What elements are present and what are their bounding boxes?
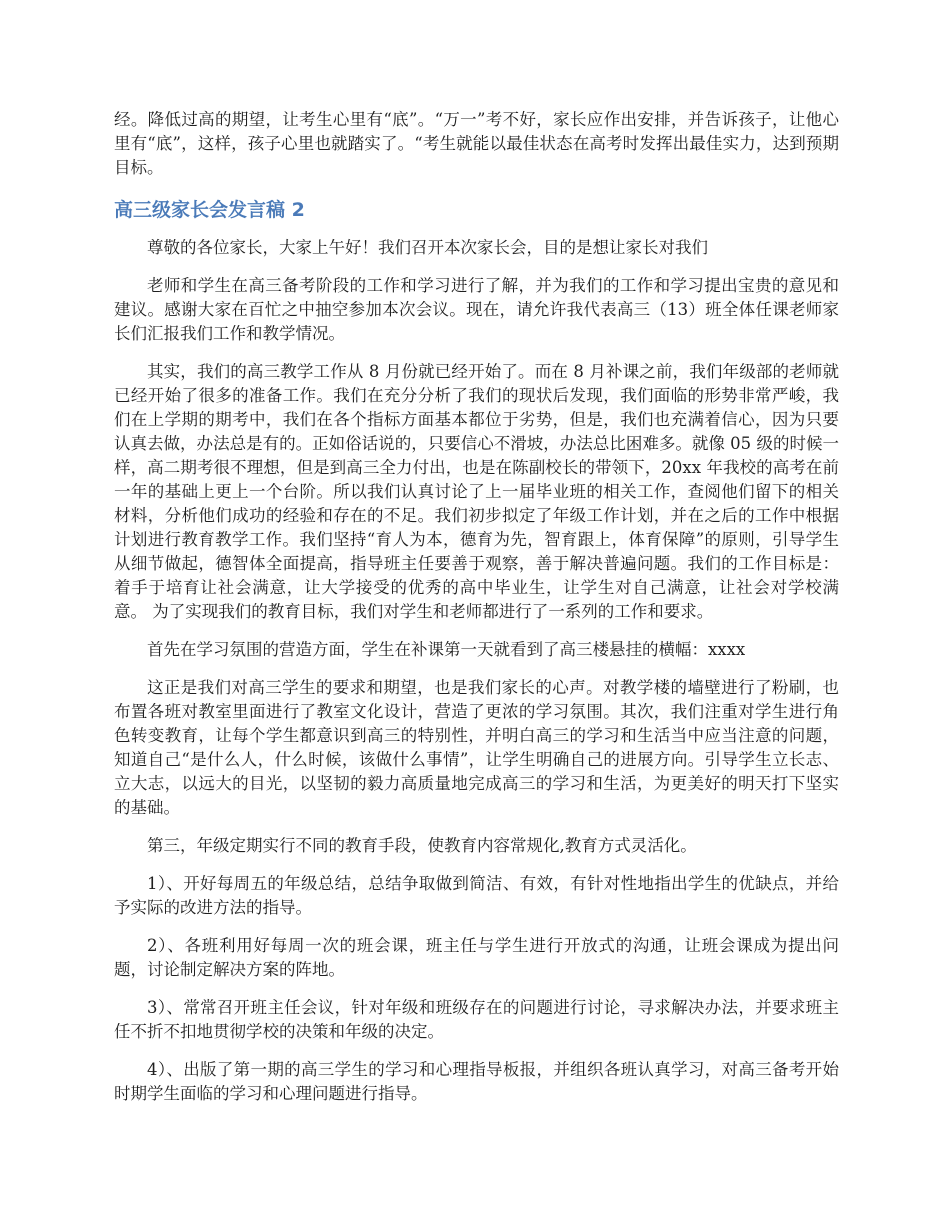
body-paragraph: 这正是我们对高三学生的要求和期望，也是我们家长的心声。对教学楼的墙壁进行了粉刷，也布置各班对教室里面进行了教室文化设计，营造了更浓的学习氛围。其次，我们注重对学生进行角色转变教育，让每个学生都意识到高三的特别性，并明白高三的学习和生活当中应当注意的问题，知道自己“是什么人，什么时候，该做什么事情”，让学生明确自己的进展方向。引导学生立长志、立大志，以远大的目光，以坚韧的毅力高质量地完成高三的学习和生活，为更美好的明天打下坚实的基础。 xyxy=(114,678,839,817)
intro-paragraph: 经。降低过高的期望，让考生心里有“底”。“万一”考不好，家长应作出安排，并告诉孩子，让他心里有“底”，这样，孩子心里也就踏实了。“考生就能以最佳状态在高考时发挥出最佳实力，达到预期目标。 xyxy=(114,110,839,177)
body-paragraph: 老师和学生在高三备考阶段的工作和学习进行了解，并为我们的工作和学习提出宝贵的意见和建议。感谢大家在百忙之中抽空参加本次会议。现在，请允许我代表高三（13）班全体任课老师家长们汇报我们工作和教学情况。 xyxy=(114,276,839,343)
list-item-paragraph: 1）、开好每周五的年级总结，总结争取做到简洁、有效，有针对性地指出学生的优缺点，并给予实际的改进方法的指导。 xyxy=(114,874,839,917)
body-paragraph: 第三，年级定期实行不同的教育手段，使教育内容常规化,教育方式灵活化。 xyxy=(147,836,697,855)
document-body xyxy=(114,108,839,1120)
list-item-paragraph: 2）、各班利用好每周一次的班会课，班主任与学生进行开放式的沟通，让班会课成为提出问题，讨论制定解决方案的阵地。 xyxy=(114,936,839,979)
body-paragraph: 其实，我们的高三教学工作从 8 月份就已经开始了。而在 8 月补课之前，我们年级部的老师就已经开始了很多的准备工作。我们在充分分析了我们的现状后发现，我们面临的形势非常严峻，我们在上学期的期考中，我们在各个指标方面基本都位于劣势，但是，我们也充满着信心，因为只要认真去做，办法总是有的。正如俗话说的，只要信心不滑坡，办法总比困难多。就像 05 级的时候一样，高二期考很不理想，但是到高三全力付出，也是在陈副校长的带领下，20xx 年我校的高考在前一年的基础上更上一个台阶。所以我们认真讨论了上一届毕业班的相关工作，查阅他们留下的相关材料，分析他们成功的经验和存在的不足。我们初步拟定了年级工作计划，并在之后的工作中根据计划进行教育教学工作。我们坚持“育人为本，德育为先，智育跟上，体育保障”的原则，引导学生从细节做起，德智体全面提高，指导班主任要善于观察，善于解决普遍问题。我们的工作目标是：着手于培育让社会满意，让大学接受的优秀的高中毕业生，让学生对自己满意，让社会对学校满意。 为了实现我们的教育目标，我们对学生和老师都进行了一系列的工作和要求。 xyxy=(114,362,839,621)
body-paragraph: 首先在学习氛围的营造方面，学生在补课第一天就看到了高三楼悬挂的横幅：xxxx xyxy=(147,640,746,659)
greeting-paragraph: 尊敬的各位家长，大家上午好！我们召开本次家长会，目的是想让家长对我们 xyxy=(147,238,708,257)
list-item-paragraph: 4）、出版了第一期的高三学生的学习和心理指导板报，并组织各班认真学习，对高三备考开始时期学生面临的学习和心理问题进行指导。 xyxy=(114,1060,839,1103)
list-item-paragraph: 3）、常常召开班主任会议，针对年级和班级存在的问题进行讨论，寻求解决办法，并要求班主任不折不扣地贯彻学校的决策和年级的决定。 xyxy=(114,998,839,1041)
section-heading: 高三级家长会发言稿 2 xyxy=(114,199,305,221)
